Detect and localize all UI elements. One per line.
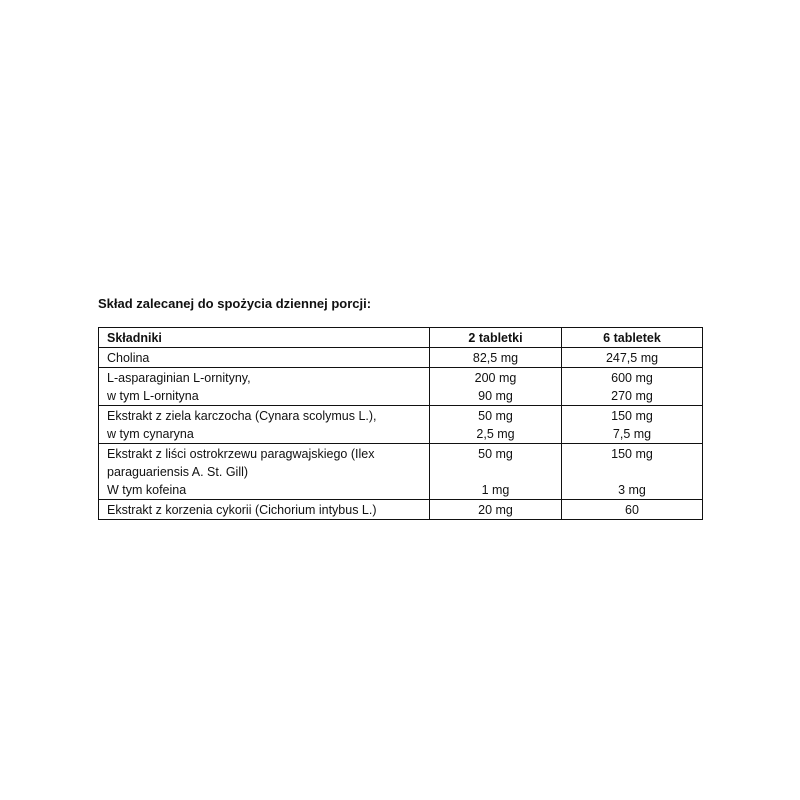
- ingredient-line: Cholina: [107, 351, 150, 365]
- dose-2-cell: [430, 348, 562, 368]
- ingredient-cell: [99, 368, 430, 406]
- dose-2-cell: [430, 444, 562, 500]
- dose-6-line: 150 mg: [611, 447, 653, 461]
- document: [98, 296, 702, 520]
- ingredient-line: Ekstrakt z ziela karczocha (Cynara scolymus L.),: [107, 409, 377, 423]
- dose-6-line: [570, 463, 694, 481]
- dose-2-line: 50 mg: [478, 447, 513, 461]
- table-row: [99, 500, 703, 520]
- ingredient-cell: [99, 444, 430, 500]
- dose-2-cell: [430, 500, 562, 520]
- ingredient-line: L-asparaginian L-ornityny,: [107, 371, 251, 385]
- dose-6-cell: [562, 444, 703, 500]
- ingredient-cell: [99, 348, 430, 368]
- header-row: [99, 328, 703, 348]
- dose-6-line: 3 mg: [618, 483, 646, 497]
- ingredient-cell: [99, 500, 430, 520]
- dose-2-line: [438, 463, 553, 481]
- table-row: [99, 444, 703, 500]
- dose-2-line: 2,5 mg: [476, 427, 515, 441]
- ingredient-line: Ekstrakt z korzenia cykorii (Cichorium intybus L.): [107, 503, 377, 517]
- header-2-tablets: 2 tabletki: [430, 328, 562, 348]
- table-row: [99, 406, 703, 444]
- table-row: [99, 348, 703, 368]
- dose-2-line: 200 mg: [474, 371, 517, 385]
- table-heading: Skład zalecanej do spożycia dziennej porcji:: [98, 296, 372, 311]
- ingredient-line: w tym cynaryna: [107, 427, 194, 441]
- dose-6-line: 600 mg: [611, 371, 653, 385]
- dose-2-cell: [430, 406, 562, 444]
- header-ingredients: Składniki: [99, 328, 430, 348]
- dose-6-line: 7,5 mg: [612, 427, 652, 441]
- dose-6-cell: [562, 368, 703, 406]
- ingredients-table: [98, 327, 703, 520]
- table-row: [99, 368, 703, 406]
- dose-6-line: 247,5 mg: [605, 351, 659, 365]
- dose-6-cell: [562, 406, 703, 444]
- dose-6-cell: [562, 348, 703, 368]
- dose-2-cell: [430, 368, 562, 406]
- dose-6-line: 150 mg: [611, 409, 653, 423]
- dose-2-line: 50 mg: [478, 409, 513, 423]
- ingredient-line: Ekstrakt z liści ostrokrzewu paragwajskiego (Ilex: [107, 447, 375, 461]
- ingredient-line: paraguariensis A. St. Gill): [107, 465, 249, 479]
- dose-2-line: 82,5 mg: [472, 351, 519, 365]
- header-6-tablets: 6 tabletek: [562, 328, 703, 348]
- ingredient-line: w tym L-ornityna: [107, 389, 199, 403]
- dose-2-line: 20 mg: [478, 503, 513, 517]
- dose-6-line: 270 mg: [611, 389, 653, 403]
- dose-6-cell: [562, 500, 703, 520]
- dose-2-line: 1 mg: [481, 483, 510, 497]
- dose-2-line: 90 mg: [478, 389, 513, 403]
- ingredient-cell: [99, 406, 430, 444]
- ingredient-line: W tym kofeina: [107, 483, 187, 497]
- dose-6-line: 60: [625, 503, 639, 517]
